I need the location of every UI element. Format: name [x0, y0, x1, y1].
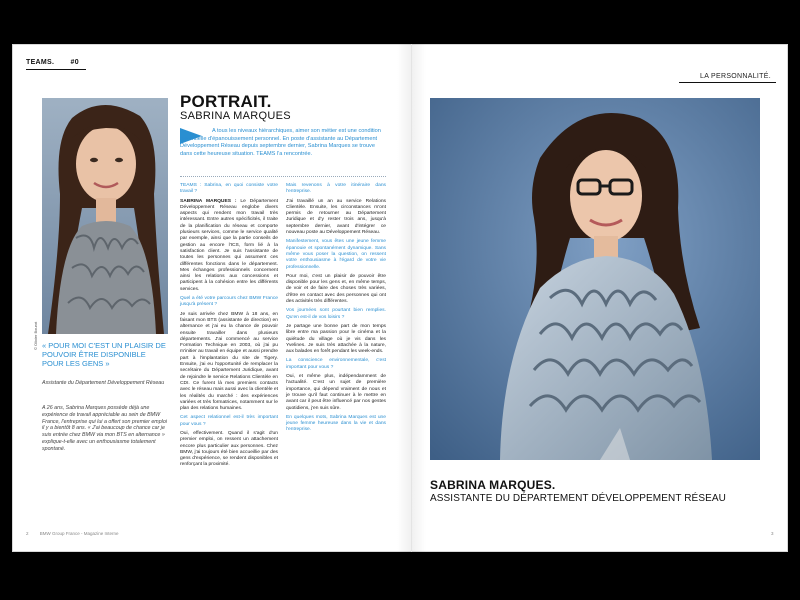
answer-text: Le Département Développement Réseau englobe divers aspects qui rendent mon travail très intéressant. Entre autres spécificités, il traite de la planification du réseau et comporte plusieurs services, comme le service qualité par exemple, ainsi que la partie conseils de gestion au encore l'ICS, form lié à la satisfaction client. Je suis l'assistante de toutes les personnes qui assument ces différentes fonctions dans le département. Mes échanges professionnels concernent ainsi les relations aux concessions et participent à la cohésion entre les différents services.: [180, 198, 278, 292]
pull-quote-role: Assistante du Département Développement Réseau: [42, 380, 165, 386]
magazine-spread: [12, 44, 788, 552]
portrait-photo-small: [42, 98, 168, 334]
article-title: PORTRAIT.: [180, 92, 272, 111]
spine: [411, 44, 412, 552]
answer: [180, 199, 278, 293]
section-label: LA PERSONNALITÉ.: [700, 73, 771, 80]
pull-quote-body: A 26 ans, Sabrina Marques possède déjà une expérience de travail appréciable au sein de BMW France, l'entreprise qui lui a offert son premier emploi il y a bientôt 8 ans. « J'ai beaucoup de chance car je suis entrée chez BMW via mon BTS en alternance » explique-t-elle avec un enthousiasme totalement spontané.: [42, 405, 167, 452]
answer: J'ai travaillé un an au service Relations Clientèle. Ensuite, les circonstances m'ont permis de retourner au Département Juridique et d'y rester trois ans, jusqu'à septembre dernier, avant d'intégrer ce nouveau poste au Développement Réseau.: [286, 198, 386, 236]
magazine-name: TEAMS.: [26, 59, 55, 66]
tag-rule: [26, 69, 86, 70]
question: TEAMS : Sabrina, en quoi consiste votre travail ?: [180, 183, 278, 195]
gutter-shadow-right: [412, 44, 426, 552]
article-column-2: [286, 183, 386, 437]
question: La conscience environnementale, c'est important pour vous ?: [286, 358, 386, 370]
photo-caption-name: SABRINA MARQUES.: [430, 478, 556, 492]
page-number-right: 3: [771, 531, 774, 536]
answer-lead: SABRINA MARQUES :: [180, 198, 237, 204]
closing-note: En quelques mots, Sabrina Marques est une jeune femme heureuse dans la vie et dans l'entreprise.: [286, 414, 386, 433]
page-number-left: 2: [26, 531, 29, 536]
article-subtitle: SABRINA MARQUES: [180, 110, 291, 122]
pull-quote: « POUR MOI C'EST UN PLAISIR DE POUVOIR ÊTRE DISPONIBLE POUR LES GENS »: [42, 341, 166, 368]
photo-credit: © Olivier Bourot: [33, 321, 38, 350]
footer-left: [26, 531, 119, 536]
intro-divider: [180, 176, 386, 177]
article-intro: A tous les niveaux hiérarchiques, aimer son métier est une condition essentielle d'épanouissement personnel. En poste d'assistante au Département Développement Réseau depuis septembre dernier, Sabrina Marques se trouve dans cette heureuse situation. TEAMS l'a rencontrée.: [180, 128, 381, 157]
question: Mais revenons à votre itinéraire dans l'entreprise.: [286, 183, 386, 195]
magazine-tag: [26, 59, 79, 66]
answer: Pour moi, c'est un plaisir de pouvoir être disponible pour les gens et, en même temps, de voir et de faire des choses très variées, d'être en contact avec des personnes qui ont des activités très différentes.: [286, 273, 386, 305]
answer: Je partage une bonne part de mon temps libre entre ma passion pour le cinéma et la quiétude du village où je vis dans les Yvelines. Je suis très attachée à la nature, aux balades en forêt pendant les week-ends.: [286, 323, 386, 355]
answer: Oui, et même plus, indépendamment de l'actualité. C'est un sujet de première importance, qui dépend vraiment de nous et je trouve qu'il faut continuer à le mettre en avant car il peut être influencé par nos gestes quotidiens, j'en suis sûre.: [286, 374, 386, 411]
footer-publication: BMW Group France - Magazine Interne: [39, 531, 119, 536]
answer: Oui, effectivement. Quand il s'agit d'un premier emploi, on ressent un attachement encore plus particulier aux personnes. Chez BMW, j'ai toujours été bien accueillie par des gens d'expérience, se rendent disponibles et renforçant la proximité.: [180, 430, 278, 468]
issue-number: #0: [70, 59, 79, 66]
portrait-illustration-large: [430, 98, 760, 460]
question: Manifestement, vous êtes une jeune femme épanouie et spontanément dynamique. Sans même vous poser la question, on ressent votre enthousiasme à l'égard de votre vie professionnelle.: [286, 239, 386, 270]
portrait-photo-large: [430, 98, 760, 460]
portrait-illustration-small: [42, 98, 168, 334]
question: Cet aspect relationnel est-il très important pour vous ?: [180, 415, 278, 427]
section-rule: [679, 82, 776, 83]
answer: Je suis arrivée chez BMW à 18 ans, en faisant mon BTS (assistante de direction) en alternance et j'ai eu la chance de pouvoir ensuite travailler dans plusieurs départements. J'ai commencé au service Formation Technique en 2003, où j'ai pu m'initier au travail en équipe et aussi prendre part à l'implantation du site de Tigery. Ensuite, j'ai eu l'opportunité de remplacer la secrétaire du Département Juridique, avant de rejoindre le service Relations Clientèle en CDI. Ce furent là mes premiers contacts avec le réseau mais aussi avec la clientèle et les réalités du marché : des expériences variées et très formatrices, notamment sur le plan des relations humaines.: [180, 311, 278, 412]
article-column-1: [180, 183, 278, 472]
question: Quel a été votre parcours chez BMW France jusqu'à présent ?: [180, 296, 278, 308]
gutter-shadow-left: [397, 44, 411, 552]
question: Vos journées sont pourtant bien remplies. Qu'en est-il de vos loisirs ?: [286, 308, 386, 320]
photo-caption-role: ASSISTANTE DU DÉPARTEMENT DÉVELOPPEMENT RÉSEAU: [430, 493, 726, 504]
